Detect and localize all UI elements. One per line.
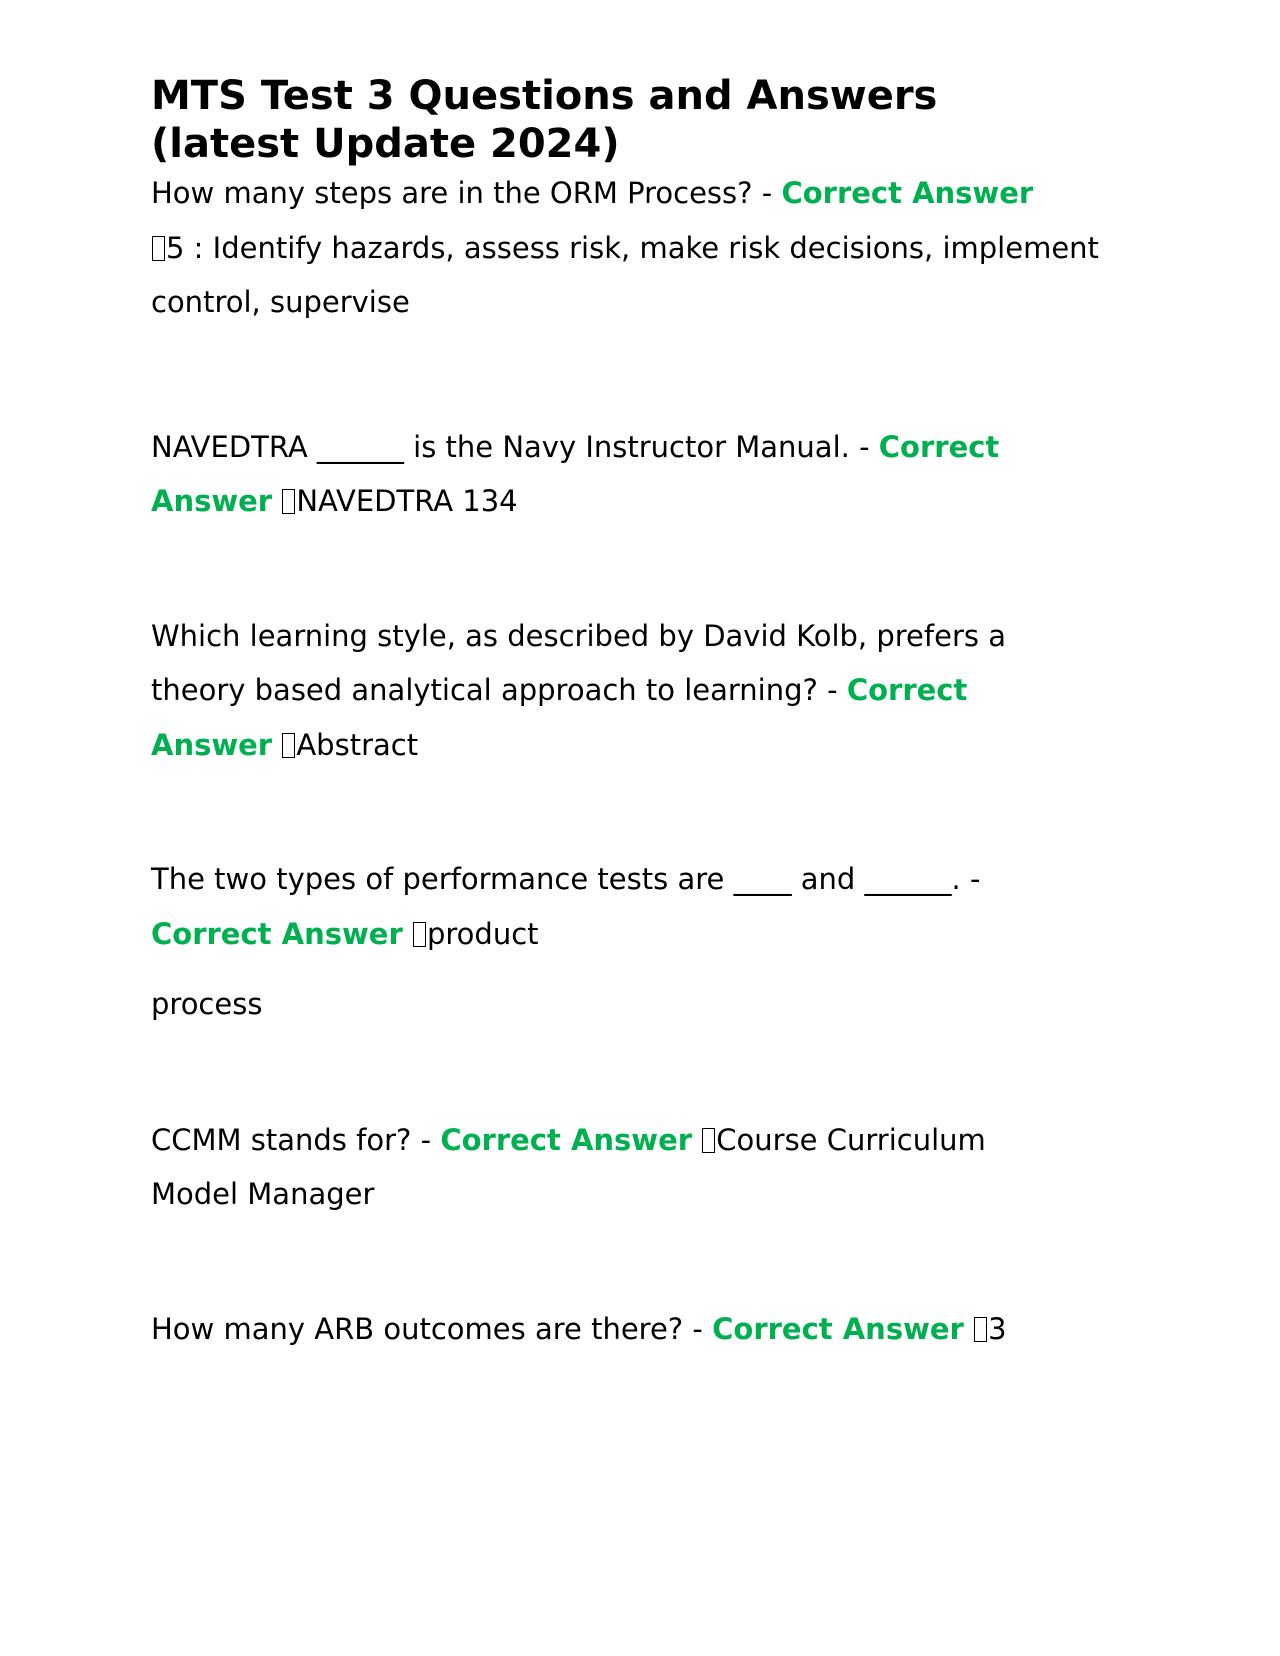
question-text: Which learning style, as described by David Kolb, prefers a theory based analytical approach to learning?: [151, 618, 1006, 707]
separator: -: [411, 1122, 441, 1157]
document-page: [151, 72, 1131, 1356]
answer-text: Abstract: [296, 727, 419, 762]
missing-glyph-box-icon: [282, 733, 295, 758]
missing-glyph-box-icon: [974, 1317, 987, 1342]
answer-text: product: [426, 916, 539, 951]
document-title: [151, 72, 1051, 168]
question-text: How many ARB outcomes are there?: [151, 1311, 684, 1346]
question-text: CCMM stands for?: [151, 1122, 412, 1157]
separator: -: [817, 673, 847, 707]
separator: -: [683, 1311, 713, 1346]
answer-extra-text: process: [151, 987, 263, 1021]
title-line-2: (latest Update 2024): [151, 121, 620, 167]
qa-item-kolb-style: [151, 609, 1081, 773]
missing-glyph-box-icon: [413, 922, 426, 947]
answer-text: NAVEDTRA 134: [296, 484, 518, 518]
answer-text: 3: [988, 1311, 1007, 1346]
question-text: How many steps are in the ORM Process?: [151, 176, 753, 210]
missing-glyph-box-icon: [152, 236, 165, 261]
correct-answer-label: Correct Answer: [151, 673, 968, 762]
separator: -: [960, 862, 981, 896]
correct-answer-label: Correct Answer: [440, 1122, 693, 1157]
missing-glyph-box-icon: [282, 489, 295, 514]
separator: -: [849, 429, 879, 464]
qa-item-navedtra: [151, 420, 1071, 529]
question-text: The two types of performance tests are ____ and ______.: [151, 862, 961, 896]
answer-extra-line: [151, 977, 1131, 1032]
missing-glyph-box-icon: [702, 1128, 715, 1153]
correct-answer-label: Correct Answer: [781, 176, 1034, 210]
separator: -: [752, 176, 782, 210]
question-text: NAVEDTRA ______ is the Navy Instructor Manual.: [151, 429, 850, 464]
correct-answer-label: Correct Answer: [151, 916, 403, 951]
answer-text: Course Curriculum Model Manager: [151, 1122, 986, 1211]
correct-answer-label: Correct Answer: [712, 1311, 964, 1346]
qa-item-orm-steps: [151, 166, 1111, 330]
qa-item-performance-tests: [151, 852, 1081, 961]
answer-text: 5 : Identify hazards, assess risk, make risk decisions, implement control, supervise: [151, 230, 1099, 319]
title-line-1: MTS Test 3 Questions and Answers: [151, 73, 938, 119]
qa-item-ccmm: [151, 1113, 1081, 1222]
correct-answer-label: Correct Answer: [151, 429, 1000, 518]
qa-item-arb-outcomes: [151, 1302, 1111, 1357]
